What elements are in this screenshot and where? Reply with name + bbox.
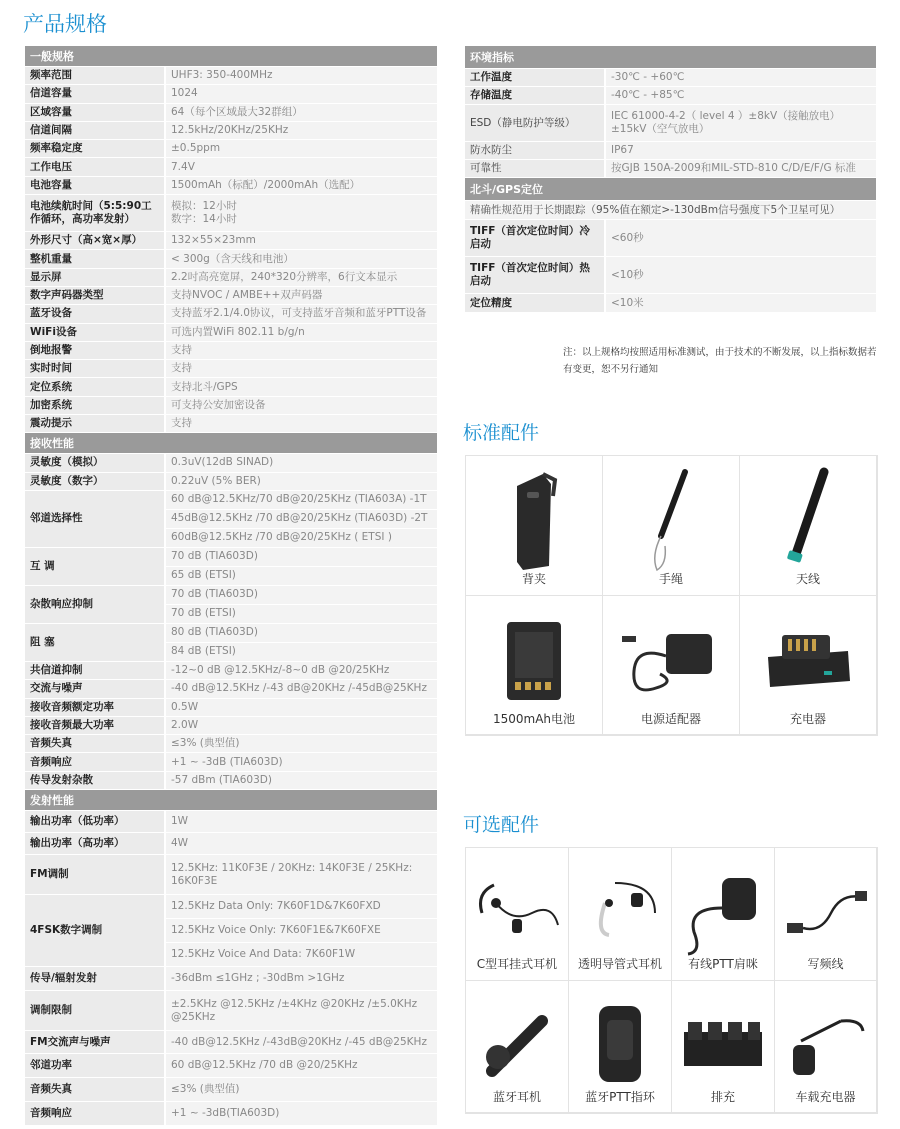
table-row xyxy=(25,680,437,698)
spec-value-line: 支持 xyxy=(171,344,192,356)
accessory-item xyxy=(603,456,740,596)
spec-label: 灵敏度（模拟） xyxy=(25,454,165,472)
spec-value: 70 dB (TIA603D) xyxy=(165,585,437,604)
spec-label: 显示屏 xyxy=(25,268,165,286)
table-row xyxy=(25,991,437,1031)
spec-value-line: ±0.5ppm xyxy=(171,142,221,155)
spec-label: 音频响应 xyxy=(25,753,165,771)
table-row xyxy=(25,454,437,472)
table-row xyxy=(25,1054,437,1078)
spec-value-line: <60秒 xyxy=(611,231,644,244)
spec-label: 互 调 xyxy=(25,547,165,585)
accessory-label: 车载充电器 xyxy=(795,1090,856,1104)
spec-table-right xyxy=(465,46,876,313)
table-row xyxy=(25,415,437,433)
spec-value: 70 dB (ETSI) xyxy=(165,604,437,623)
optional-accessories-title: 可选配件 xyxy=(463,814,540,836)
table-row xyxy=(25,195,437,232)
spec-value-line: +1 ~ -3dB(TIA603D) xyxy=(171,1107,280,1120)
spec-value-line: 0.3uV(12dB SINAD) xyxy=(171,456,274,469)
spec-table-left xyxy=(25,46,437,1126)
spec-value xyxy=(165,323,437,341)
table-row xyxy=(25,771,437,789)
accessory-label: 写频线 xyxy=(807,957,844,971)
spec-value-line: <10秒 xyxy=(611,268,644,281)
table-row xyxy=(25,396,437,414)
accessory-item xyxy=(672,848,775,981)
spec-value xyxy=(165,454,437,472)
spec-label: 交流与噪声 xyxy=(25,680,165,698)
table-row xyxy=(25,176,437,194)
spec-value: 45dB@12.5KHz /70 dB@20/25KHz (TIA603D) -2T xyxy=(165,509,437,528)
spec-value: 12.5KHz Voice Only: 7K60F1E&7K60FXE xyxy=(165,919,437,943)
table-row xyxy=(25,735,437,753)
spec-value-line: ±2.5KHz @12.5KHz /±4KHz @20KHz /±5.0KHz @25KHz xyxy=(171,997,418,1023)
table-row xyxy=(25,140,437,158)
table-row xyxy=(25,268,437,286)
table-row xyxy=(465,294,876,313)
accessory-label: 透明导管式耳机 xyxy=(577,957,662,971)
spec-value xyxy=(165,661,437,679)
spec-label: 定位系统 xyxy=(25,378,165,396)
table-row xyxy=(465,87,876,105)
spec-label: 外形尺寸（高×宽×厚） xyxy=(25,232,165,250)
accessory-label: 排充 xyxy=(710,1090,735,1104)
section-header xyxy=(25,433,437,454)
spec-value-line: 按GJB 150A-2009和MIL-STD-810 C/D/E/F/G 标准 xyxy=(611,162,856,174)
table-row xyxy=(25,623,437,642)
spec-value xyxy=(165,735,437,753)
standard-accessories-title: 标准配件 xyxy=(463,422,540,444)
accessory-label: 天线 xyxy=(795,572,820,586)
spec-value-line: IEC 61000-4-2（ level 4 ）±8kV（接触放电） xyxy=(611,110,841,122)
table-row xyxy=(25,547,437,566)
table-row xyxy=(25,1031,437,1054)
table-row xyxy=(25,158,437,176)
spec-value-line: +1 ~ -3dB (TIA603D) xyxy=(171,755,283,768)
spec-value-line: 0.22uV (5% BER) xyxy=(171,474,261,487)
spec-value-line: 1W xyxy=(171,815,189,828)
spec-label: 蓝牙设备 xyxy=(25,305,165,323)
table-row xyxy=(25,585,437,604)
table-row xyxy=(25,85,437,103)
spec-label: TIFF（首次定位时间）冷启动 xyxy=(465,220,605,257)
accessory-item xyxy=(775,981,877,1113)
section-header xyxy=(25,790,437,811)
spec-label: 震动提示 xyxy=(25,415,165,433)
page-title: 产品规格 xyxy=(23,12,107,36)
accessory-item xyxy=(466,981,569,1113)
spec-label: 整机重量 xyxy=(25,250,165,268)
accessory-label: 1500mAh电池 xyxy=(492,712,576,726)
spec-value xyxy=(605,220,876,257)
table-row xyxy=(25,1078,437,1102)
table-row xyxy=(25,103,437,121)
accessory-label: 手绳 xyxy=(658,572,683,586)
accessory-item xyxy=(672,981,775,1113)
spec-value xyxy=(165,305,437,323)
accessory-item xyxy=(569,981,672,1113)
spec-value xyxy=(165,967,437,991)
spec-value xyxy=(165,360,437,378)
spec-value-line: 12.5KHz: 11K0F3E / 20KHz: 14K0F3E / 25KHz: 16K0F3E xyxy=(171,861,413,887)
table-row xyxy=(25,490,437,509)
spec-label: FM交流声与噪声 xyxy=(25,1031,165,1054)
spec-value xyxy=(165,698,437,716)
spec-label: 传导/辐射发射 xyxy=(25,967,165,991)
spec-value-line: 64（每个区域最大32群组） xyxy=(171,105,303,118)
car-charger-icon xyxy=(775,991,876,1101)
spec-label: 加密系统 xyxy=(25,396,165,414)
accessory-item xyxy=(740,596,877,735)
table-row xyxy=(25,472,437,490)
spec-value: 12.5KHz Voice And Data: 7K60F1W xyxy=(165,943,437,967)
spec-value xyxy=(165,121,437,139)
spec-value xyxy=(165,472,437,490)
spec-label: 存储温度 xyxy=(465,87,605,105)
table-row xyxy=(25,716,437,734)
spec-label: 电池续航时间（5:5:90工作循环，高功率发射） xyxy=(25,195,165,232)
spec-value-line: -12~0 dB @12.5KHz/-8~0 dB @20/25KHz xyxy=(171,664,390,677)
spec-label: 倒地报警 xyxy=(25,341,165,359)
accessory-item xyxy=(775,848,877,981)
charger-icon xyxy=(740,606,876,716)
lanyard-icon xyxy=(603,466,739,576)
spec-label: 传导发射杂散 xyxy=(25,771,165,789)
table-row xyxy=(25,341,437,359)
spec-value xyxy=(165,753,437,771)
spec-value: 84 dB (ETSI) xyxy=(165,642,437,661)
spec-value: 精确性规范用于长期跟踪（95%值在额定>-130dBm信号强度下5个卫星可见） xyxy=(465,201,876,220)
spec-value xyxy=(165,1102,437,1126)
standard-accessories-grid xyxy=(465,455,878,736)
spec-value-line: 支持 xyxy=(171,417,192,430)
spec-label: 4FSK数字调制 xyxy=(25,895,165,967)
spec-label: 邻道功率 xyxy=(25,1054,165,1078)
spec-value-line: IP67 xyxy=(611,144,634,156)
spec-label: 输出功率（高功率） xyxy=(25,833,165,855)
spec-value: 70 dB (TIA603D) xyxy=(165,547,437,566)
bluetooth-ptt-ring-icon xyxy=(569,991,671,1101)
spec-value-line: 12.5kHz/20KHz/25KHz xyxy=(171,124,289,137)
spec-value-line: < 300g（含天线和电池） xyxy=(171,252,294,265)
programming-cable-icon xyxy=(775,858,876,968)
accessory-label: 蓝牙PTT指环 xyxy=(585,1090,655,1104)
spec-label: FM调制 xyxy=(25,855,165,895)
spec-label: TIFF（首次定位时间）热启动 xyxy=(465,257,605,294)
spec-value-line: 数字：14小时 xyxy=(171,213,237,226)
spec-label: WiFi设备 xyxy=(25,323,165,341)
spec-value xyxy=(165,1078,437,1102)
spec-value-line: -36dBm ≤1GHz ; -30dBm >1GHz xyxy=(171,972,345,985)
spec-value xyxy=(165,341,437,359)
spec-value xyxy=(165,1031,437,1054)
spec-value xyxy=(165,176,437,194)
spec-value-line: UHF3: 350-400MHz xyxy=(171,69,273,82)
spec-label: 灵敏度（数字） xyxy=(25,472,165,490)
section-header xyxy=(25,46,437,67)
antenna-icon xyxy=(740,466,876,576)
spec-label: 信道容量 xyxy=(25,85,165,103)
table-row xyxy=(25,121,437,139)
spec-label: 接收音频最大功率 xyxy=(25,716,165,734)
spec-label: 信道间隔 xyxy=(25,121,165,139)
spec-value xyxy=(165,680,437,698)
spec-label: 输出功率（低功率） xyxy=(25,811,165,833)
accessory-label: 电源适配器 xyxy=(640,712,701,726)
spec-value xyxy=(165,855,437,895)
spec-value-line: -30℃ - +60℃ xyxy=(611,71,685,83)
table-row xyxy=(25,833,437,855)
section-title: 接收性能 xyxy=(25,433,437,454)
acoustic-tube-earphone-icon xyxy=(569,858,671,968)
spec-value-line: 60 dB@12.5KHz /70 dB @20/25KHz xyxy=(171,1059,358,1072)
spec-value xyxy=(605,257,876,294)
spec-label: 音频响应 xyxy=(25,1102,165,1126)
spec-note: 注：以上规格均按照适用标准测试，由于技术的不断发展，以上指标数据若有变更，恕不另行通知 xyxy=(563,347,877,375)
table-row xyxy=(25,698,437,716)
spec-value: 12.5KHz Data Only: 7K60F1D&7K60FXD xyxy=(165,895,437,919)
table-row xyxy=(25,286,437,304)
table-row xyxy=(25,967,437,991)
spec-value xyxy=(165,103,437,121)
spec-label: ESD（静电防护等级） xyxy=(465,105,605,142)
accessory-label: 背夹 xyxy=(521,572,546,586)
power-adapter-icon xyxy=(603,606,739,716)
table-row xyxy=(465,105,876,142)
spec-label: 共信道抑制 xyxy=(25,661,165,679)
table-row xyxy=(25,895,437,919)
spec-value-line: 支持蓝牙2.1/4.0协议，可支持蓝牙音频和蓝牙PTT设备 xyxy=(171,307,427,320)
spec-value xyxy=(605,142,876,160)
table-row xyxy=(465,160,876,178)
spec-value xyxy=(605,294,876,313)
spec-value xyxy=(165,85,437,103)
spec-label: 可靠性 xyxy=(465,160,605,178)
spec-value-line: -57 dBm (TIA603D) xyxy=(171,773,272,786)
spec-value-line: 132×55×23mm xyxy=(171,234,256,247)
spec-value-line: 1024 xyxy=(171,87,198,100)
spec-value-line: 可支持公安加密设备 xyxy=(171,398,266,411)
spec-value-line: -40 dB@12.5KHz /-43dB@20KHz /-45 dB@25KHz xyxy=(171,1035,427,1048)
accessory-item xyxy=(603,596,740,735)
spec-label: 防水防尘 xyxy=(465,142,605,160)
accessory-label: C型耳挂式耳机 xyxy=(476,957,558,971)
spec-value xyxy=(165,378,437,396)
section-title: 环境指标 xyxy=(465,46,876,69)
table-row xyxy=(465,220,876,257)
table-row xyxy=(25,1102,437,1126)
table-row xyxy=(465,69,876,87)
section-header xyxy=(465,178,876,201)
spec-label: 音频失真 xyxy=(25,1078,165,1102)
bluetooth-headset-icon xyxy=(466,991,568,1101)
accessory-item xyxy=(569,848,672,981)
spec-value-line: 模拟：12小时 xyxy=(171,200,237,213)
section-title: 发射性能 xyxy=(25,790,437,811)
spec-value-line: 支持北斗/GPS xyxy=(171,380,238,393)
spec-value xyxy=(165,67,437,85)
spec-value-line: 支持 xyxy=(171,362,192,375)
spec-label: 工作温度 xyxy=(465,69,605,87)
spec-value xyxy=(165,268,437,286)
spec-value-line: <10米 xyxy=(611,296,644,309)
table-row xyxy=(25,378,437,396)
table-row xyxy=(25,305,437,323)
spec-value-line: 2.0W xyxy=(171,718,199,731)
spec-value-line: 1500mAh（标配）/2000mAh（选配） xyxy=(171,178,361,191)
spec-label: 邻道选择性 xyxy=(25,490,165,547)
table-row xyxy=(25,753,437,771)
spec-value xyxy=(605,160,876,178)
spec-value xyxy=(165,158,437,176)
spec-label: 实时时间 xyxy=(25,360,165,378)
spec-value xyxy=(165,140,437,158)
spec-value xyxy=(165,232,437,250)
spec-label: 数字声码器类型 xyxy=(25,286,165,304)
spec-value xyxy=(605,87,876,105)
section-title: 北斗/GPS定位 xyxy=(465,178,876,201)
spec-label: 阻 塞 xyxy=(25,623,165,661)
table-row xyxy=(25,250,437,268)
spec-label: 区域容量 xyxy=(25,103,165,121)
accessory-item xyxy=(740,456,877,596)
section-title: 一般规格 xyxy=(25,46,437,67)
spec-value xyxy=(165,1054,437,1078)
spec-value xyxy=(605,105,876,142)
spec-label: 频率稳定度 xyxy=(25,140,165,158)
spec-label: 接收音频额定功率 xyxy=(25,698,165,716)
battery-icon xyxy=(466,606,602,716)
spec-value-line: -40℃ - +85℃ xyxy=(611,89,685,101)
table-row xyxy=(25,323,437,341)
spec-value-line: 2.2吋高亮宽屏，240*320分辨率，6行文本显示 xyxy=(171,270,398,283)
accessory-item xyxy=(466,848,569,981)
table-row xyxy=(25,855,437,895)
table-row xyxy=(25,232,437,250)
spec-label: 电池容量 xyxy=(25,176,165,194)
spec-value: 80 dB (TIA603D) xyxy=(165,623,437,642)
spec-value xyxy=(165,195,437,232)
accessory-item xyxy=(466,456,603,596)
optional-accessories-grid xyxy=(465,847,878,1114)
spec-label: 频率范围 xyxy=(25,67,165,85)
spec-label: 调制限制 xyxy=(25,991,165,1031)
spec-value xyxy=(165,716,437,734)
section-header xyxy=(465,46,876,69)
table-row xyxy=(465,142,876,160)
accessory-label: 蓝牙耳机 xyxy=(492,1090,541,1104)
spec-value xyxy=(165,415,437,433)
table-row xyxy=(465,257,876,294)
spec-value-line: ≤3% (典型值) xyxy=(171,737,240,750)
spec-value: 65 dB (ETSI) xyxy=(165,566,437,585)
spec-label: 音频失真 xyxy=(25,735,165,753)
spec-label: 定位精度 xyxy=(465,294,605,313)
spec-value xyxy=(165,250,437,268)
table-row xyxy=(25,811,437,833)
spec-value xyxy=(165,286,437,304)
spec-value-line: 可选内置WiFi 802.11 b/g/n xyxy=(171,325,305,338)
spec-label: 工作电压 xyxy=(25,158,165,176)
accessory-label: 充电器 xyxy=(789,712,826,726)
spec-value: 60 dB@12.5KHz/70 dB@20/25KHz (TIA603A) -1T xyxy=(165,490,437,509)
spec-value xyxy=(165,991,437,1031)
spec-value-line: -40 dB@12.5KHz /-43 dB@20KHz /-45dB@25KHz xyxy=(171,682,427,695)
spec-value xyxy=(605,69,876,87)
spec-value xyxy=(165,771,437,789)
accessory-item xyxy=(466,596,603,735)
spec-value-line: ±15kV（空气放电） xyxy=(611,123,710,135)
spec-label: 杂散响应抑制 xyxy=(25,585,165,623)
speaker-mic-icon xyxy=(672,858,774,968)
spec-value xyxy=(165,396,437,414)
table-row xyxy=(25,360,437,378)
spec-value xyxy=(165,833,437,855)
spec-value-line: ≤3% (典型值) xyxy=(171,1083,240,1096)
spec-value: 60dB@12.5KHz /70 dB@20/25KHz ( ETSI ) xyxy=(165,528,437,547)
belt-clip-icon xyxy=(466,466,602,576)
spec-value-line: 4W xyxy=(171,837,189,850)
spec-value-line: 支持NVOC / AMBE++双声码器 xyxy=(171,289,323,302)
spec-value-line: 0.5W xyxy=(171,700,199,713)
multi-charger-icon xyxy=(672,991,774,1101)
spec-value xyxy=(165,811,437,833)
table-row xyxy=(465,201,876,220)
table-row xyxy=(25,67,437,85)
accessory-label: 有线PTT肩咪 xyxy=(688,957,758,971)
table-row xyxy=(25,661,437,679)
spec-value-line: 7.4V xyxy=(171,160,195,173)
c-earhook-earphone-icon xyxy=(466,858,568,968)
